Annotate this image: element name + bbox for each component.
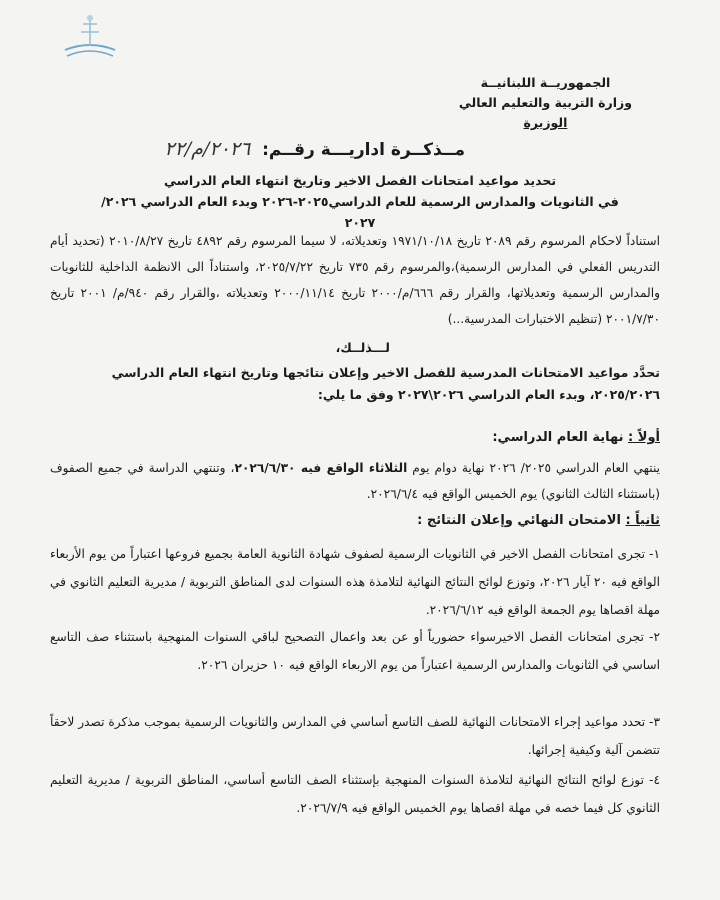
subject-line-1: تحديد مواعيد امتحانات الفصل الاخير وتاريخ انتهاء العام الدراسي	[163, 173, 557, 188]
ministry-header	[459, 73, 632, 133]
memo-subject	[100, 170, 620, 233]
section-1-text-bold: الثلاثاء الواقع فيه ٢٠٢٦/٦/٣٠	[234, 461, 408, 475]
memo-number: ٢٠٢٦/م/٢٢	[164, 138, 251, 160]
section-1-text-b: ، وتنتهي الدراسة في جميع الصفوف (باستثناء الثالث الثانوي) يوم الخميس الواقع فيه ٢٠٢٦/٦/٤.	[50, 461, 660, 501]
republic-name: الجمهوريــة اللبنانيــة	[480, 75, 611, 90]
section-2-title: الامتحان النهائي وإعلان النتائج :	[417, 513, 626, 528]
section-1-number: أولاً :	[628, 430, 660, 445]
preamble-paragraph: استناداً لاحكام المرسوم رقم ٢٠٨٩ تاريخ ١٩٧١/١٠/١٨ وتعديلاته، لا سيما المرسوم رقم ٤٨٩٢ تاريخ ٢٠١٠/٨/٢٧ (تحديد أيام التدريس الفعلي في المدارس الرسمية)،والمرسوم رقم ٧٣٥ تاريخ ٢٠٢٥/٧/٢٢، واستناداً الى الانظمة الداخلية للثانويات والمدارس الرسمية وتعديلاتها، والقرار رقم ٦٦٦/م/٢٠٠٠ تاريخ ٢٠٠٠/١١/١٤ وتعديلاته ،والقرار رقم ٩٤٠/م/ ٢٠٠١ تاريخ ٢٠٠١/٧/٣٠ (تنظيم الاختبارات المدرسية...)	[50, 234, 660, 326]
list-item: ٣- تحدد مواعيد إجراء الامتحانات النهائية للصف التاسع أساسي في المدارس والثانويات الرسمية بموجب مذكرة تصدر لاحقاً تتضمن آلية وكيفية إجرائها.	[50, 715, 660, 757]
ministry-name: وزارة التربية والتعليم العالي	[458, 95, 632, 110]
ministry-logo-icon	[55, 10, 125, 72]
list-item: ٤- توزع لوائح النتائج النهائية لتلامذة السنوات المنهجية بإستثناء الصف التاسع أساسي، المناطق التربوية / مديرية التعليم الثانوي كل فيما خصه في مهلة اقصاها يوم الخميس الواقع فيه ٢٠٢٦/٧/٩.	[50, 773, 660, 815]
section-1-title: نهاية العام الدراسي:	[492, 430, 629, 445]
decision-paragraph: تحدَّد مواعيد الامتحانات المدرسية للفصل الاخير وإعلان نتائجها وتاريخ انتهاء العام الدراسي ٢٠٢٥/٢٠٢٦، وبدء العام الدراسي ٢٠٢٦\٢٠٢٧ وفق ما يلي:	[111, 365, 660, 402]
section-2-heading	[417, 513, 660, 528]
section-1-heading	[492, 430, 660, 445]
list-item: ١- تجرى امتحانات الفصل الاخير في الثانويات الرسمية لصفوف شهادة الثانوية العامة بجميع فروعها اعتباراً من يوم الأربعاء الواقع فيه ٢٠ آيار ٢٠٢٦، وتوزع لوائح النتائج النهائية لتلامذة هذه السنوات لدى المناطق التربوية / مديرية التعليم الثانوي في مهلة اقصاها يوم الجمعة الواقع فيه ٢٠٢٦/٦/١٢.	[50, 547, 660, 617]
therefore-label: لـــذلــك،	[335, 340, 390, 355]
section-1-text-a: ينتهي العام الدراسي ٢٠٢٥/ ٢٠٢٦ نهاية دوام يوم	[407, 461, 661, 475]
memo-label: مــذكــرة اداريـــة رقــم:	[262, 140, 465, 160]
subject-line-2: في الثانويات والمدارس الرسمية للعام الدراسي٢٠٢٥-٢٠٢٦ وبدء العام الدراسي ٢٠٢٦/ ٢٠٢٧	[101, 194, 619, 230]
section-2-number: ثانياً :	[625, 513, 660, 528]
list-item: ٢- تجرى امتحانات الفصل الاخيرسواء حضورياً أو عن بعد واعمال التصحيح لباقي السنوات المنهجية باستثناء صف التاسع اساسي في الثانويات والمدارس الرسمية اعتباراً من يوم الاربعاء الواقع فيه ١٠ حزيران ٢٠٢٦.	[50, 630, 660, 672]
section-1-paragraph	[50, 455, 660, 507]
memo-number-line	[164, 138, 465, 160]
minister-label: الوزيرة	[523, 115, 568, 130]
